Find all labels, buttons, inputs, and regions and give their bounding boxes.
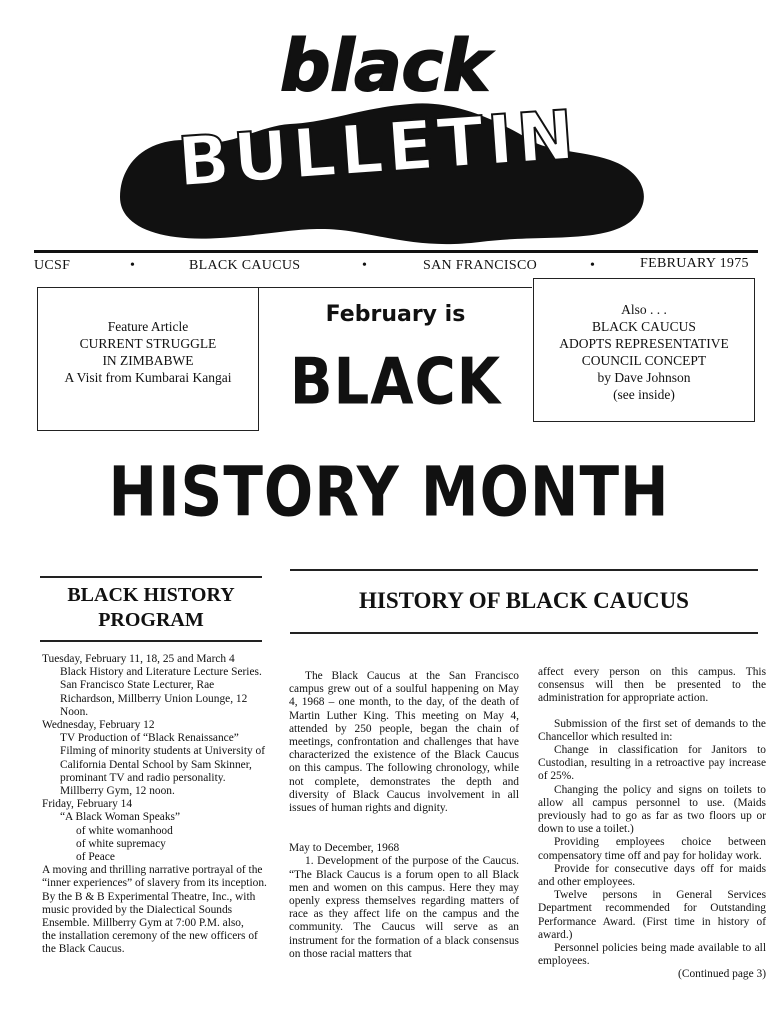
history-col3-p6: Provide for consecutive days off for maids and other employees. [538, 862, 766, 889]
program-rule-top [40, 576, 262, 578]
program-friday-sub3: of Peace [76, 851, 115, 864]
feature-article-box [37, 287, 259, 431]
dateline-separator: • [590, 258, 595, 273]
history-rule-bottom [290, 632, 758, 634]
dateline-separator: • [362, 258, 367, 273]
program-tuesday-text: Black History and Literature Lecture Series. San Francisco State Lecturer, Rae Richardson, Millberry Union Lounge, 12 Noon. [60, 666, 262, 718]
program-friday-date: Friday, February 14 [42, 798, 133, 811]
feature-subtitle: A Visit from Kumbarai Kangai [64, 370, 232, 385]
masthead-logo [110, 12, 650, 248]
also-line1: BLACK CAUCUS [592, 319, 696, 334]
program-rule-bottom [40, 640, 262, 642]
program-heading [40, 583, 262, 633]
program-wednesday-date: Wednesday, February 12 [42, 719, 155, 732]
feature-title-line2: IN ZIMBABWE [102, 353, 194, 368]
program-friday-sub1: of white womanhood [76, 824, 173, 837]
history-para1: The Black Caucus at the San Francisco campus grew out of a soulful happening on May 4, 1968 – one month, to the day, of the death of Martin Luther King. This meeting on May 4, attended by 250 people, began the chain of meetings, confrontation and challenges that have characterized the existence of the Black Caucus on this campus. The following chronology, while not complete, demonstrates the depth and diversity of Black Caucus involvement in all issues of human rights and dignity. [289, 670, 519, 815]
program-friday-sub2: of white supremacy [76, 837, 166, 850]
history-heading: HISTORY OF BLACK CAUCUS [359, 588, 689, 613]
history-col3-p8: Personnel policies being made available to all employees. [538, 942, 766, 968]
also-note: (see inside) [613, 387, 675, 402]
also-label: Also . . . [621, 302, 667, 317]
history-continued: (Continued page 3) [678, 968, 766, 981]
program-friday-title: “A Black Woman Speaks” [60, 811, 181, 824]
headline-february-is: February is [325, 302, 466, 327]
program-heading-line2: PROGRAM [98, 609, 204, 631]
headline-history-month: HISTORY MONTH [108, 452, 670, 533]
program-wednesday-text: TV Production of “Black Renaissance” Filming of minority students at University of California Dental School by Sam Skinner, prominant TV and radio personality. Millberry Gym, 12 noon. [60, 732, 266, 798]
history-col3-p5: Providing employees choice between compensatory time off and pay for holiday work. [538, 836, 766, 862]
history-para2: 1. Development of the purpose of the Caucus. “The Black Caucus is a forum open to all Black men and women on this campus. Here they may openly express themselves regarding matters of race as they affect life on the campus and the community. The Caucus will serve as an instrument for the formation of a black consensus on those racial matters that [289, 855, 519, 960]
also-line2: ADOPTS REPRESENTATIVE [559, 336, 729, 351]
program-heading-line1: BLACK HISTORY [67, 584, 235, 606]
feature-label: Feature Article [107, 319, 189, 334]
program-friday-text: A moving and thrilling narrative portrayal of the “inner experiences” of slavery from its inception. By the B & B Experimental Theatre, Inc., with music provided by the Dialectical Sounds Ensemble. Millberry Gym at 7:00 P.M. also, [42, 864, 267, 930]
program-friday-text2: the installation ceremony of the new officers of the Black Caucus. [42, 930, 258, 956]
masthead [110, 12, 650, 248]
feature-title-line1: CURRENT STRUGGLE [79, 336, 217, 351]
history-col3-p7: Twelve persons in General Services Department recommended for Outstanding Performance Award. (First time in history of award.) [538, 889, 766, 941]
history-col3-p2: Submission of the first set of demands to the Chancellor which resulted in: [538, 717, 766, 743]
dateline-org: UCSF [34, 258, 71, 273]
headline-black: BLACK [289, 345, 502, 420]
also-line3: COUNCIL CONCEPT [581, 353, 707, 368]
masthead-top-word: black [280, 25, 490, 107]
dateline-separator: • [130, 258, 135, 273]
masthead-bottom-word: BULLETIN [175, 96, 581, 203]
also-byline: by Dave Johnson [597, 370, 691, 385]
history-rule-top [290, 569, 758, 571]
history-col3-p1: affect every person on this campus. This consensus will then be presented to the administration for appropriate action. [538, 666, 766, 705]
history-column-1 [289, 670, 519, 961]
program-column [42, 653, 270, 957]
also-box [533, 278, 755, 422]
dateline-rule [34, 250, 758, 253]
history-column-2 [538, 666, 766, 982]
dateline-city: SAN FRANCISCO [423, 258, 537, 273]
program-tuesday-date: Tuesday, February 11, 18, 25 and March 4 [42, 653, 235, 665]
dateline-group: BLACK CAUCUS [189, 258, 301, 273]
history-subhead: May to December, 1968 [289, 842, 400, 855]
history-col3-p4: Changing the policy and signs on toilets to allow all campus personnel to use. (Maids previously had to go as far as two floors up or down to use a toilet.) [538, 783, 766, 836]
history-col3-p3: Change in classification for Janitors to Custodian, resulting in a retroactive pay increase of 25%. [538, 744, 766, 783]
dateline-date: FEBRUARY 1975 [640, 256, 749, 271]
